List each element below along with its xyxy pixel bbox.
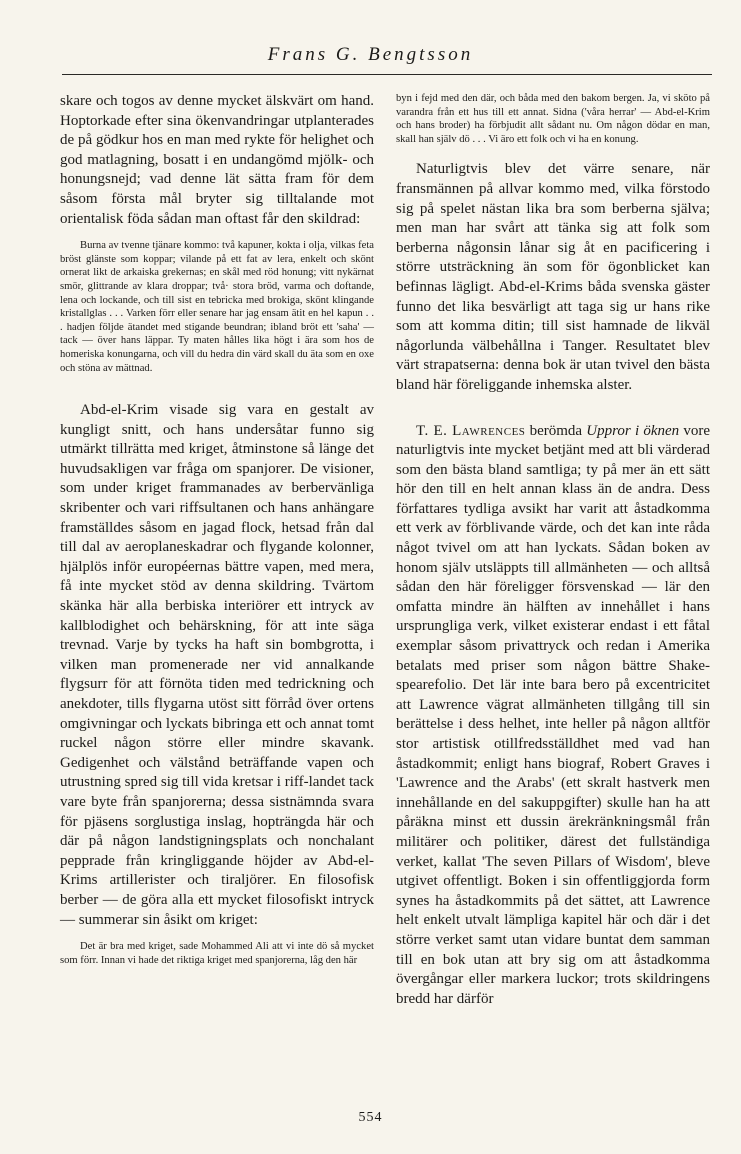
- author-name: T. E. Lawrences: [416, 422, 526, 439]
- paragraph: skare och togos av denne mycket älskvärt om hand. Hoptorkade efter sina ökenvandringar utplanterades de på gödkur hos en man med rykte för helighet och god matlagning, bosatt i en undangömd mjölk- och honungsnejd; vad denne lät sätta fram för dem såsom första mål bryter sig tilltalande mot orientalisk föda sådan man oftast får den skildrad:: [60, 93, 374, 227]
- block-quote-continued: byn i fejd med den där, och båda med den bakom bergen. Ja, vi sköto på varandra från ett hus till ett annat. Sidna ('våra herrar' — Abd-el-Krim och hans broder) ha förbjudit allt sådant nu. Om någon dödar en man, skall han själv dö . . . Vi äro ett folk och vi ha en konung.: [396, 93, 710, 145]
- paragraph: Abd-el-Krim visade sig vara en gestalt av kungligt snitt, och hans undersåtar funno sig utmärkt tillrätta med kriget, åtminstone så länge det huvudsakligen var fråga om spanjorer. De visioner, som under kriget frammanades av berbervänliga skribenter och vari riffsultanen och hans anhängare framställdes såsom en jagad flock, hetsad från dal till dal av aeroplaneskadrar och flygande kolonner, hjälplös inför européernas bättre vapen, med mera, få inte mycket stöd av denna skildring. Tvärtom skänka här alla berbiska interiörer ett intryck av kallblodighet och behärskning, för att inte säga trevnad. Varje by tycks ha haft sin bombgrotta, i vilken man promenerade ner vid annalkande flygsurr för att förnöta tiden med tedrickning och anekdoter, tills flygarna utöst sitt förråd över ortens omgivningar och lyckats bibringa ett och annat tomt ruckel någon större eller mindre skavank. Gedigenhet och välstånd beträffande vapen och utrustning spred sig till vida kretsar i riff-landet tack vare byte från spanjorerna; dessa sistnämnda svara för pjäsens sorglustiga inslag, hopträngda här och där på någon landstigningsplats och nonchalant pepprade från kringliggande höjder av Abd-el-Krims artillerister och tiraljörer. En filosofisk berber — de göra alla ett mycket filosofiskt intryck — summerar sin åsikt om kriget:: [60, 402, 374, 928]
- book-title: Uppror i öknen: [586, 422, 680, 439]
- header-rule: [62, 74, 712, 75]
- block-quote: Det är bra med kriget, sade Mohammed Ali att vi inte dö så mycket som förr. Innan vi hade det riktiga kriget med spanjorerna, låg den här: [60, 941, 374, 966]
- left-column: [60, 92, 374, 967]
- block-quote: Burna av tvenne tjänare kommo: två kapuner, kokta i olja, vilkas feta bröst glänste som koppar; vilande på ett fat av lera, enkelt och skönt ornerat likt de arkaiska grekernas; en skål med röd honung; vitt nykärnat smör, glittrande av klara droppar; två· stora bröd, varma och doftande, lena och lockande, och till sist en tebricka med brokiga, skönt klingande kristallglas . . . Varken förr eller senare har jag ensam ätit en hel kapun . . . hadjen följde ätandet med stigande beundran; ibland bröt ett 'saha' — tack — över hans läppar. Ty maten hålles lika högt i ära som hos de homeriska konungarna, och vill du hedra din värd skall du äta som en oxe och stöna av mättnad.: [60, 240, 374, 374]
- paragraph: Naturligtvis blev det värre senare, när fransmännen på allvar kommo med, vilka förstodo sig på spelet nästan lika bra som berberna själva; men man har svårt att tänka sig att folk som berberna någonsin lånar sig åt en pacificering i större utsträckning än som för ögonblicket kan befinnas lägligt. Abd-el-Krims båda svenska gäster funno det lika besvärligt att taga sig ur hans rike som att komma ditin; till sist hamnade de likväl någorlunda välbehållna i Tanger. Resultatet blev värt strapatserna: denna bok är utan tvivel den bästa bland här föreliggande inhemska alster.: [396, 161, 710, 393]
- text-run: berömda: [525, 422, 587, 439]
- text-run: vore naturligtvis inte mycket betjänt med att bli värderad som den bästa bland samtliga; ty på mer än ett sätt hör den till en helt annan klass än de andra. Dess författares tydliga avsikt har varit att åstadkomma ett verk av förblivande värde, och det kan inte råda något tvivel om att han lyckats. Sådan boken av honom själv utsläppts till allmänheten — och alltså sådan den här föreligger försvenskad — lär den omfatta mindre än hälften av innehållet i hans ursprungliga verk, vilket existerar endast i ett fåtal exemplar såsom privattryck och redan i Amerika betalats med priser som någon bättre Shakespearefolio. Det lär inte bara bero på excentricitet att Lawrence vägrat allmänheten tillgång till sin berättelse i dess helhet, inte heller på någon alltför stor artistisk otillfredsställdhet med vad han åstadkommit; enligt hans biograf, Robert Graves i 'Lawrence and the Arabs' (ett skralt hastverk men innehållande en del sakuppgifter) skulle han ha att påräkna minst ett dussin ärekränkningsmål från militärer och politiker, därest det fullständiga verket, kallat 'The seven Pillars of Wisdom', bleve utgivet offentligt. Boken i sin offentliggjorda form synes ha åstadkommits på det sättet, att Lawrence helt enkelt utvalt lämpliga kapitel här och där i det större verket samt utan vidare buntat dem samman till en bok utan att bry sig om att åstadkomma övergångar eller markera luckor; trots skildringens bredd har därför: [396, 422, 710, 1007]
- right-column: [396, 92, 710, 1009]
- paragraph-lawrence: [396, 422, 710, 1010]
- page-number: 554: [358, 1110, 383, 1125]
- running-head: Frans G. Bengtsson: [267, 44, 474, 65]
